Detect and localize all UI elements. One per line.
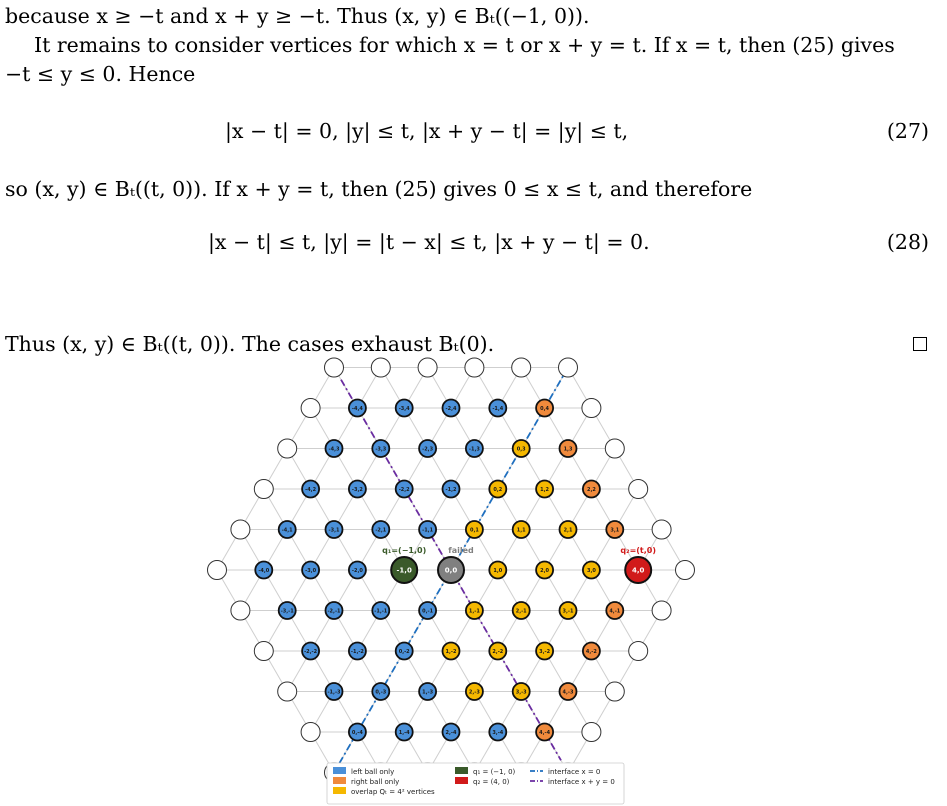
empty-vertex xyxy=(301,723,320,742)
vertex-label: 3,-2 xyxy=(539,649,551,655)
vertex-label: 2,-2 xyxy=(492,649,504,655)
vertex-label: 0,1 xyxy=(469,527,479,534)
empty-vertex xyxy=(629,642,648,661)
vertex-label: 1,-1 xyxy=(468,608,480,615)
vertex-label: 0,-2 xyxy=(398,649,410,655)
vertex-label: 4,-1 xyxy=(609,608,621,615)
vertex-label: -2,3 xyxy=(422,446,434,453)
empty-vertex xyxy=(231,520,250,539)
vertex-label: 1,-4 xyxy=(398,730,410,736)
vertex-label: -4,2 xyxy=(305,487,317,493)
vertex-label: 3,-1 xyxy=(562,608,574,615)
vertex-label: -2,-1 xyxy=(327,608,341,615)
legend-q1-label: q₁ = (−1, 0) xyxy=(473,768,516,776)
empty-vertex xyxy=(465,358,484,377)
vertex-label: -4,4 xyxy=(351,406,363,412)
legend-overlap-swatch xyxy=(333,787,346,794)
vertex-label: 2,-1 xyxy=(515,608,527,615)
legend-iface-xy-label: interface x + y = 0 xyxy=(548,778,615,786)
text-line-4: so (x, y) ∈ Bₜ((t, 0)). If x + y = t, then (25) gives 0 ≤ x ≤ t, and therefore xyxy=(5,177,753,201)
vertex-label: 0,4 xyxy=(540,406,550,412)
legend-q2-label: q₂ = (4, 0) xyxy=(473,778,510,786)
legend-q2-swatch xyxy=(455,777,468,784)
vertex-label: -1,1 xyxy=(422,527,434,534)
vertex-label: -4,1 xyxy=(281,527,293,534)
vertex-label: 0,-4 xyxy=(351,730,363,736)
vertex-label: -2,2 xyxy=(398,487,410,493)
vertex-label: -4,0 xyxy=(258,568,270,574)
vertex-label: 2,0 xyxy=(540,568,550,574)
vertex-label: 4,-2 xyxy=(585,649,597,655)
legend-iface-x-label: interface x = 0 xyxy=(548,768,601,776)
vertex-label: -2,1 xyxy=(375,527,387,534)
empty-vertex xyxy=(676,561,695,580)
empty-vertex xyxy=(208,561,227,580)
legend xyxy=(327,763,624,804)
q1-annotation: q₁=(−1,0) xyxy=(382,546,427,555)
vertex-label: 2,-4 xyxy=(445,730,457,736)
vertex-label: 2,1 xyxy=(563,527,573,534)
legend-q1-swatch xyxy=(455,767,468,774)
vertex-label: 0,3 xyxy=(516,446,526,453)
vertex-label: 3,1 xyxy=(610,527,620,534)
vertex-label: -3,2 xyxy=(351,487,363,493)
empty-vertex xyxy=(512,358,531,377)
vertex-label: 4,-3 xyxy=(562,689,574,696)
vertex-label: 1,-2 xyxy=(445,649,457,655)
vertex-label: 3,-3 xyxy=(515,689,527,696)
empty-vertex xyxy=(582,723,601,742)
legend-left-label: left ball only xyxy=(351,768,395,776)
empty-vertex xyxy=(278,682,297,701)
vertex-label: 3,0 xyxy=(586,568,596,574)
empty-vertex xyxy=(605,682,624,701)
vertex-label: -4,3 xyxy=(328,446,340,453)
empty-vertex xyxy=(231,601,250,620)
vertex-label: 1,3 xyxy=(563,446,573,453)
vertex-label: 1,0 xyxy=(493,568,503,574)
failed-annotation: failed xyxy=(448,546,474,555)
legend-right-label: right ball only xyxy=(351,778,400,786)
vertex-label: 0,-3 xyxy=(375,689,387,696)
legend-overlap-label: overlap Qₜ = 4² vertices xyxy=(351,788,435,796)
q2-annotation: q₂=(t,0) xyxy=(620,546,657,555)
vertex-label: -3,-1 xyxy=(280,608,294,615)
equation-27: |x − t| = 0, |y| ≤ t, |x + y − t| = |y| ≤ t, xyxy=(225,119,629,143)
empty-vertex xyxy=(325,358,344,377)
vertex-label: -3,0 xyxy=(305,568,317,574)
vertex-label: 3,-4 xyxy=(492,730,504,736)
empty-vertex xyxy=(652,601,671,620)
empty-vertex xyxy=(629,480,648,499)
empty-vertex xyxy=(254,480,273,499)
text-line-3: −t ≤ y ≤ 0. Hence xyxy=(5,62,196,86)
vertex-label: 2,2 xyxy=(586,487,596,493)
vertex-label: -1,4 xyxy=(492,406,504,412)
vertex-label: 1,2 xyxy=(540,487,550,493)
vertex-label: 0,2 xyxy=(493,487,503,493)
equation-28: |x − t| ≤ t, |y| = |t − x| ≤ t, |x + y − t| = 0. xyxy=(208,230,650,254)
equation-28-number: (28) xyxy=(886,230,929,254)
vertex-label: -3,4 xyxy=(398,406,410,412)
empty-vertex xyxy=(559,358,578,377)
vertex-label: -3,1 xyxy=(328,527,340,534)
vertex-label: -3,3 xyxy=(375,446,387,453)
empty-vertex xyxy=(582,399,601,418)
vertex-label: -1,-1 xyxy=(374,608,388,615)
vertex-label: -1,0 xyxy=(396,566,412,575)
legend-left-swatch xyxy=(333,767,346,774)
empty-vertex xyxy=(254,642,273,661)
vertex-label: 2,-3 xyxy=(468,689,480,696)
vertex-label: -1,-3 xyxy=(327,689,341,696)
empty-vertex xyxy=(301,399,320,418)
vertex-label: 0,-1 xyxy=(422,608,434,615)
vertex-label: -1,3 xyxy=(468,446,480,453)
empty-vertex xyxy=(371,358,390,377)
vertex-label: 1,1 xyxy=(516,527,526,534)
empty-vertex xyxy=(652,520,671,539)
empty-vertex xyxy=(418,358,437,377)
vertex-label: -2,4 xyxy=(445,406,457,412)
vertex-label: -2,0 xyxy=(351,568,363,574)
text-line-5: Thus (x, y) ∈ Bₜ((t, 0)). The cases exhaust Bₜ(0). xyxy=(5,332,495,356)
legend-right-swatch xyxy=(333,777,346,784)
text-line-2: It remains to consider vertices for which x = t or x + y = t. If x = t, then (25) gives xyxy=(34,33,895,57)
text-line-1: because x ≥ −t and x + y ≥ −t. Thus (x, y) ∈ Bₜ((−1, 0)). xyxy=(5,4,590,28)
vertex-label: 4,-4 xyxy=(539,730,551,736)
vertex-label: 1,-3 xyxy=(422,689,434,696)
vertex-label: -1,-2 xyxy=(350,649,364,655)
equation-27-number: (27) xyxy=(886,119,929,143)
vertex-label: 4,0 xyxy=(631,566,645,575)
vertex-label: 0,0 xyxy=(444,566,458,575)
empty-vertex xyxy=(278,439,297,458)
vertex-label: -2,-2 xyxy=(304,649,318,655)
empty-vertex xyxy=(605,439,624,458)
vertex-label: -1,2 xyxy=(445,487,457,493)
